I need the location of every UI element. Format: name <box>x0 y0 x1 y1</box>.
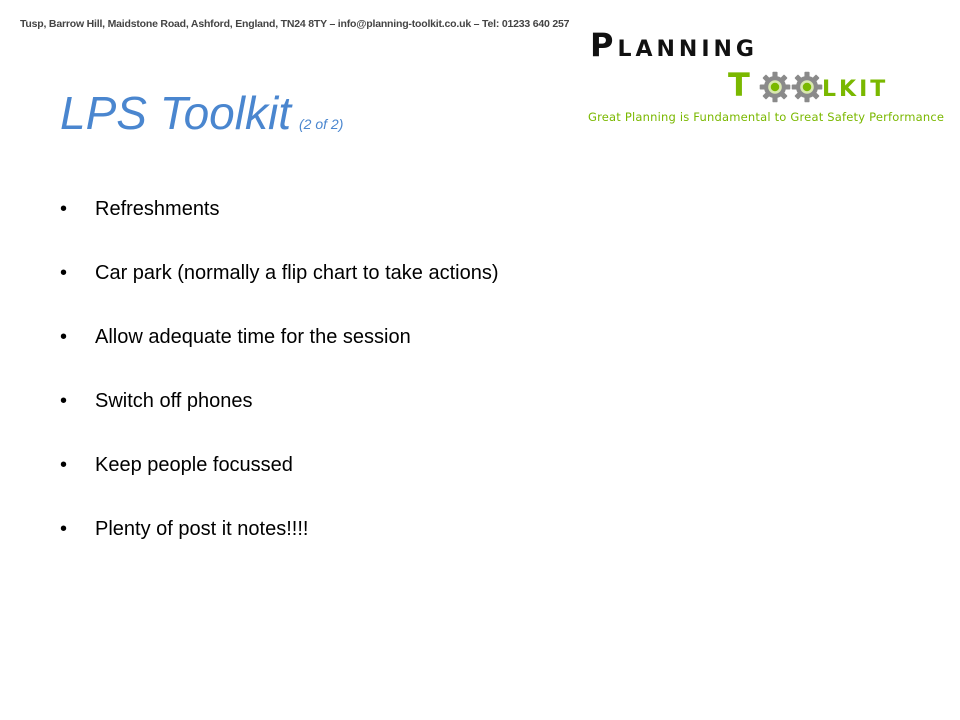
list-item-text: Refreshments <box>95 198 220 220</box>
logo-toolkit-text <box>728 66 948 106</box>
list-item-text: Keep people focussed <box>95 454 293 476</box>
bullet-list <box>60 198 499 582</box>
bullet-marker: • <box>60 326 68 348</box>
bullet-marker: • <box>60 262 68 284</box>
list-item-text: Car park (normally a flip chart to take actions) <box>95 262 499 284</box>
list-item <box>60 518 499 582</box>
contact-info: Tusp, Barrow Hill, Maidstone Road, Ashford, England, TN24 8TY – info@planning-toolkit.co.uk – Tel: 01233 640 257 <box>20 18 570 30</box>
slide-title-block <box>60 86 343 140</box>
logo-planning-text: Planning <box>590 26 758 64</box>
bullet-marker: • <box>60 390 68 412</box>
list-item <box>60 262 499 326</box>
list-item <box>60 198 499 262</box>
list-item-text: Allow adequate time for the session <box>95 326 411 348</box>
list-item <box>60 454 499 518</box>
slide-subtitle: (2 of 2) <box>299 116 344 132</box>
bullet-marker: • <box>60 198 68 220</box>
list-item <box>60 326 499 390</box>
logo-toolkit-t: T <box>728 66 753 104</box>
logo-toolkit-rest: lkit <box>822 66 889 104</box>
list-item-text: Switch off phones <box>95 390 253 412</box>
list-item <box>60 390 499 454</box>
planning-toolkit-logo <box>588 26 948 136</box>
slide-title: LPS Toolkit <box>60 87 291 139</box>
gear-icon <box>758 70 792 104</box>
bullet-marker: • <box>60 454 68 476</box>
logo-tagline: Great Planning is Fundamental to Great Safety Performance <box>588 110 945 124</box>
gear-icon <box>790 70 824 104</box>
list-item-text: Plenty of post it notes!!!! <box>95 518 309 540</box>
bullet-marker: • <box>60 518 68 540</box>
